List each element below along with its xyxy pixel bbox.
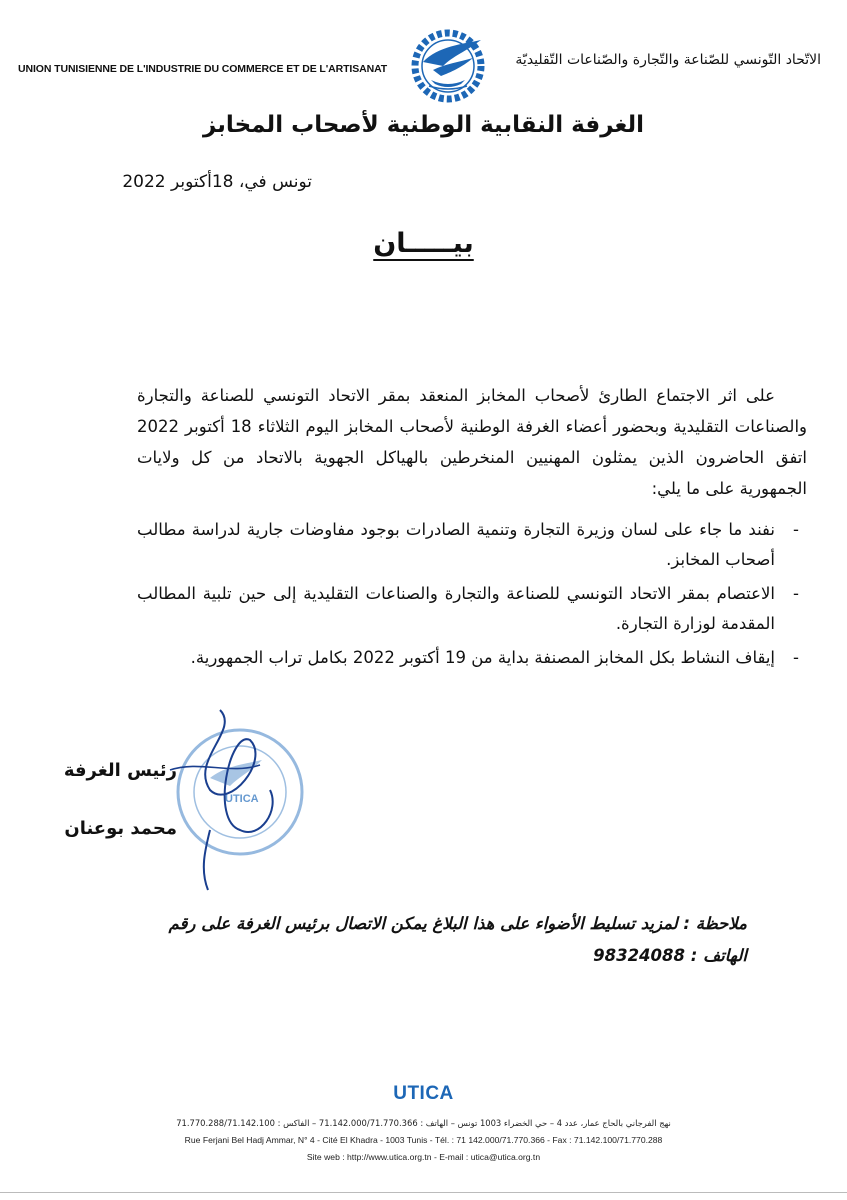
list-item (137, 643, 807, 673)
list-marker: - (793, 648, 799, 667)
utica-emblem-icon (403, 26, 493, 106)
list-item-text: إيقاف النشاط بكل المخابز المصنفة بداية من 19 أكتوبر 2022 بكامل تراب الجمهورية. (190, 648, 775, 667)
footer-brand: UTICA (393, 1083, 454, 1104)
document-date: تونس في، 18أكتوبر 2022 (122, 172, 312, 192)
signature-stamp (150, 700, 320, 900)
org-name-french: UNION TUNISIENNE DE L'INDUSTRIE DU COMMERCE ET DE L'ARTISANAT (18, 63, 388, 75)
stamp-text: UTICA (225, 793, 259, 805)
signatory-name: محمد بوعنان (64, 818, 177, 839)
list-item (137, 579, 807, 639)
statement-heading-text: بيـــــان (373, 228, 474, 259)
contact-note (97, 908, 747, 972)
footer-address-french: Rue Ferjani Bel Hadj Ammar, N° 4 - Cité El Khadra - 1003 Tunis - Tél. : 71 142.000/71.770.366 - Fax : 71.142.100/71.770.288 (184, 1135, 663, 1145)
decision-list (137, 515, 807, 677)
org-name-arabic: الاتّحاد التّونسي للصّناعة والتّجارة والصّناعات التّقليديّة (515, 52, 821, 68)
statement-heading (0, 228, 847, 259)
list-item-text: الاعتصام بمقر الاتحاد التونسي للصناعة والتجارة والصناعات التقليدية إلى حين تلبية المطالب المقدمة لوزارة التجارة. (137, 584, 775, 633)
list-item-text: نفند ما جاء على لسان وزيرة التجارة وتنمية الصادرات بوجود مفاوضات جارية لدراسة مطالب أصحاب المخابز. (137, 520, 775, 569)
footer-web-contact: Site web : http://www.utica.org.tn - E-mail : utica@utica.org.tn (306, 1152, 541, 1162)
chamber-title: الغرفة النقابية الوطنية لأصحاب المخابز (202, 112, 645, 138)
statement-body: على اثر الاجتماع الطارئ لأصحاب المخابز المنعقد بمقر الاتحاد التونسي للصناعة والتجارة والصناعات التقليدية وبحضور أعضاء الغرفة الوطنية لأصحاب المخابز اليوم الثلاثاء 18 أكتوبر 2022 اتفق الحاضرون الذين يمثلون المهنيين المنخرطين بالهياكل الجهوية بالاتحاد من كل ولايات الجمهورية على ما يلي: (137, 386, 807, 498)
list-marker: - (793, 520, 799, 539)
contact-note-line: ملاحظة : لمزيد تسليط الأضواء على هذا البلاغ يمكن الاتصال برئيس الغرفة على رقم (168, 914, 747, 933)
list-item (137, 515, 807, 575)
signatory-title: رئيس الغرفة (63, 760, 177, 781)
footer-divider (0, 1192, 847, 1193)
list-marker: - (793, 584, 799, 603)
footer-address-arabic: نهج الفرجاني بالحاج عمار، عدد 4 – حي الخضراء 1003 تونس – الهاتف : 71.142.000/71.770.366 – الفاكس : 71.770.288/71.142.100 (176, 1118, 671, 1128)
contact-phone: الهاتف : 98324088 (593, 946, 747, 965)
